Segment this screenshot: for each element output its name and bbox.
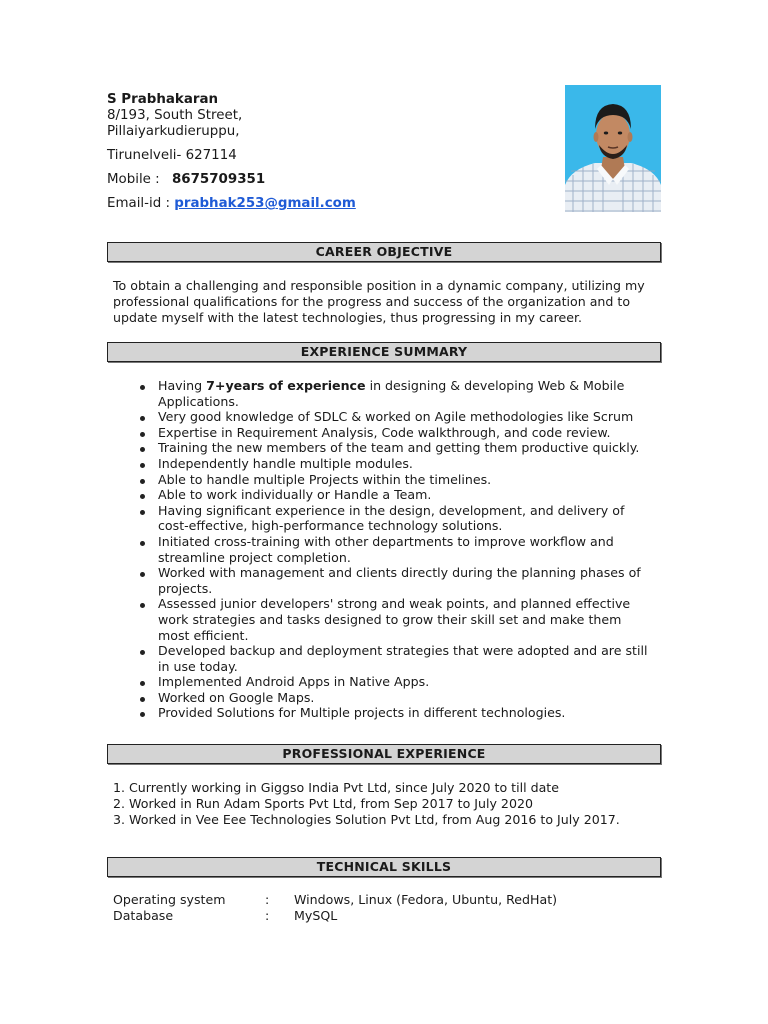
email-row <box>107 196 356 212</box>
section-professional-experience: PROFESSIONAL EXPERIENCE <box>107 744 661 764</box>
list-item: Training the new members of the team and getting them productive quickly. <box>0 440 648 456</box>
experience-item: 1. Currently working in Giggso India Pvt Ltd, since July 2020 to till date <box>113 780 559 795</box>
mobile-row <box>107 172 356 188</box>
skill-separator: : <box>265 892 270 907</box>
section-technical-skills: TECHNICAL SKILLS <box>107 857 661 877</box>
list-item: Very good knowledge of SDLC & worked on Agile methodologies like Scrum <box>0 409 648 425</box>
skill-label: Database <box>113 908 174 923</box>
mobile-label: Mobile : <box>107 172 160 187</box>
list-item: Initiated cross-training with other departments to improve workflow and streamline project completion. <box>0 534 648 565</box>
section-experience-summary: EXPERIENCE SUMMARY <box>107 342 661 362</box>
email-label: Email-id : <box>107 196 170 211</box>
list-item: Able to handle multiple Projects within the timelines. <box>0 472 648 488</box>
experience-item: 2. Worked in Run Adam Sports Pvt Ltd, from Sep 2017 to July 2020 <box>113 795 533 811</box>
list-item: Worked with management and clients directly during the planning phases of projects. <box>0 565 648 596</box>
city-line: Tirunelveli- 627114 <box>107 148 237 163</box>
list-item: Assessed junior developers' strong and weak points, and planned effective work strategies and tasks designed to grow their skill set and make them most efficient. <box>0 596 648 643</box>
career-objective-text: To obtain a challenging and responsible position in a dynamic company, utilizing my professional qualifications for the progress and success of the organization and to update myself with the latest technologies, thus progressing in my career. <box>113 278 645 325</box>
list-item <box>0 378 648 409</box>
list-item: Worked on Google Maps. <box>0 690 648 706</box>
section-career-objective: CAREER OBJECTIVE <box>107 242 661 262</box>
list-item: Provided Solutions for Multiple projects in different technologies. <box>0 705 648 721</box>
summary-highlight: 7+years of experience <box>206 378 366 393</box>
email-link[interactable]: prabhak253@gmail.com <box>174 196 356 211</box>
experience-summary-list <box>0 378 768 721</box>
list-item: Having significant experience in the design, development, and delivery of cost-effective, high-performance technology solutions. <box>0 503 648 534</box>
address-line-1: 8/193, South Street, <box>107 108 243 123</box>
list-item: Able to work individually or Handle a Team. <box>0 487 648 503</box>
skill-value: Windows, Linux (Fedora, Ubuntu, RedHat) <box>294 892 558 907</box>
mobile-number: 8675709351 <box>171 172 266 187</box>
list-item: Expertise in Requirement Analysis, Code walkthrough, and code review. <box>0 425 648 441</box>
experience-item: 3. Worked in Vee Eee Technologies Solution Pvt Ltd, from Aug 2016 to July 2017. <box>113 811 620 827</box>
skill-separator: : <box>265 908 270 923</box>
list-item: Developed backup and deployment strategies that were adopted and are still in use today. <box>0 643 648 674</box>
contact-header <box>107 92 356 212</box>
list-item: Independently handle multiple modules. <box>0 456 648 472</box>
address-line-2: Pillaiyarkudieruppu, <box>107 124 240 139</box>
list-item: Implemented Android Apps in Native Apps. <box>0 674 648 690</box>
profile-photo-illustration <box>565 85 661 212</box>
profile-photo <box>565 85 661 212</box>
summary-suffix: in designing & developing Web & Mobile Applications. <box>158 378 625 409</box>
skill-value: MySQL <box>294 908 338 923</box>
skill-label: Operating system <box>113 892 226 907</box>
professional-experience-list <box>113 780 620 828</box>
candidate-name: S Prabhakaran <box>107 92 219 107</box>
summary-prefix: Having <box>158 378 207 393</box>
